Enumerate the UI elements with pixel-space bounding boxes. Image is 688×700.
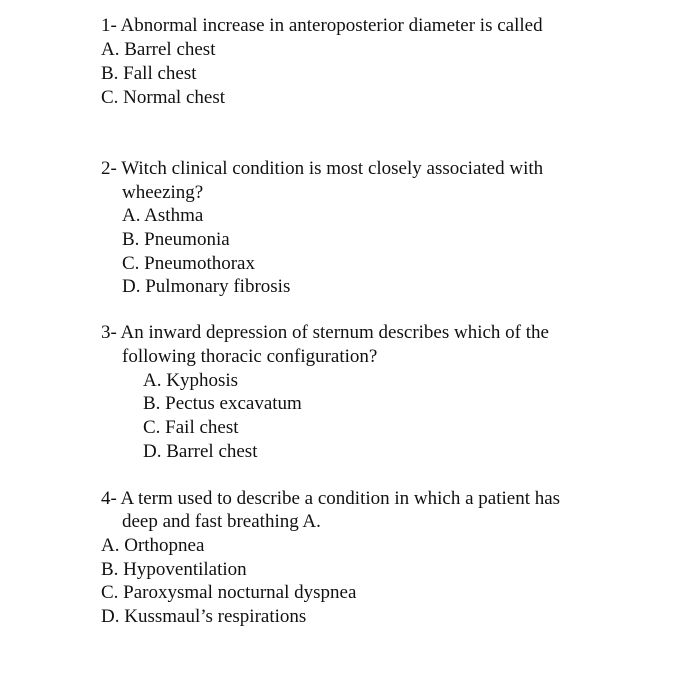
question-1-option-c: C. Normal chest (101, 87, 226, 108)
question-1-option-b: B. Fall chest (101, 63, 197, 84)
question-2-option-d: D. Pulmonary fibrosis (122, 276, 291, 297)
question-3-stem-line-2: following thoracic configuration? (122, 346, 378, 367)
question-3-option-d: D. Barrel chest (143, 441, 258, 462)
question-2-stem-line-2: wheezing? (122, 182, 204, 203)
question-2-option-b: B. Pneumonia (122, 229, 230, 250)
question-4-option-c: C. Paroxysmal nocturnal dyspnea (101, 582, 357, 603)
question-1-stem: 1- Abnormal increase in anteroposterior diameter is called (101, 15, 543, 36)
question-1-option-a: A. Barrel chest (101, 39, 216, 60)
question-3-option-b: B. Pectus excavatum (143, 393, 302, 414)
question-4-option-b: B. Hypoventilation (101, 559, 247, 580)
question-2-stem-line-1: 2- Witch clinical condition is most closely associated with (101, 158, 544, 179)
question-3-option-c: C. Fail chest (143, 417, 239, 438)
question-2-option-a: A. Asthma (122, 205, 204, 226)
question-4-stem-line-1: 4- A term used to describe a condition in which a patient has (101, 488, 561, 509)
question-3-option-a: A. Kyphosis (143, 370, 239, 391)
question-2-option-c: C. Pneumothorax (122, 253, 255, 274)
question-4-option-a: A. Orthopnea (101, 535, 205, 556)
question-4-stem-line-2: deep and fast breathing A. (122, 511, 321, 532)
question-3-stem-line-1: 3- An inward depression of sternum describes which of the (101, 322, 549, 343)
question-4-option-d: D. Kussmaul’s respirations (101, 606, 307, 627)
